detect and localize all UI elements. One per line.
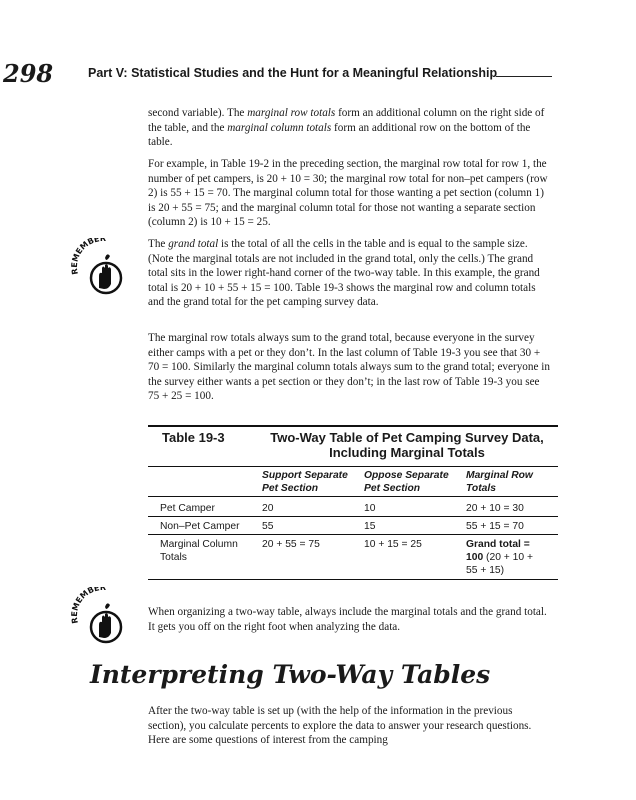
column-header: Oppose Separate Pet Section	[364, 470, 449, 494]
remember-icon	[70, 587, 136, 651]
table-top-rule	[148, 425, 558, 427]
paragraph-6: After the two-way table is set up (with the help of the information in the previous section), you calculate percents to explore the data to answer your research questions. Here are some questions of interest from the camping	[148, 705, 532, 746]
table-cell: 55	[262, 521, 274, 532]
table-cell: 20 + 10 = 30	[466, 503, 524, 514]
paragraph-1: second variable). The marginal row totals form an additional column on the right side of the table, and the marginal column totals form an additional row on the bottom of the table.	[148, 107, 545, 148]
running-head: Part V: Statistical Studies and the Hunt for a Meaningful Relationship	[88, 66, 498, 80]
svg-text:REMEMBER: REMEMBER	[70, 238, 107, 276]
table-cell: 20	[262, 503, 274, 514]
table-cell: 15	[364, 521, 376, 532]
table-rule	[148, 534, 558, 535]
table-bottom-rule	[148, 579, 558, 580]
page-number: 298	[3, 59, 54, 88]
row-label: Marginal Column Totals	[160, 539, 238, 563]
column-header: Support Separate Pet Section	[262, 470, 348, 494]
remember-icon	[70, 238, 136, 302]
table-rule	[148, 496, 558, 497]
svg-text:REMEMBER: REMEMBER	[70, 587, 107, 625]
table-header-rule	[148, 466, 558, 467]
table-number: Table 19-3	[162, 430, 225, 445]
table-cell: 55 + 15 = 70	[466, 521, 524, 532]
section-heading: Interpreting Two-Way Tables	[90, 660, 491, 689]
table-cell: 20 + 55 = 75	[262, 539, 320, 550]
header-rule	[496, 76, 552, 77]
paragraph-4: The marginal row totals always sum to the grand total, because everyone in the survey either camps with a pet or they don’t. In the last column of Table 19-3 you see that 30 + 70 = 100. Similarly the marginal column totals always sum to the grand total; everyone in the survey either wants a pet section or they don’t; in the last row of Table 19-3 you see 75 + 25 = 100.	[148, 332, 550, 402]
row-label: Non–Pet Camper	[160, 521, 240, 532]
row-label: Pet Camper	[160, 503, 215, 514]
table-cell: 10	[364, 503, 376, 514]
column-header: Marginal Row Totals	[466, 470, 533, 494]
table-rule	[148, 516, 558, 517]
paragraph-5: When organizing a two-way table, always include the marginal totals and the grand total. It gets you off on the right foot when analyzing the data.	[148, 606, 547, 633]
paragraph-2: For example, in Table 19-2 in the preceding section, the marginal row total for row 1, the number of pet campers, is 20 + 10 = 30; the marginal row total for non–pet campers (row 2) is 55 + 15 = 70. The marginal column total for those wanting a pet section (column 1) is 20 + 55 = 75; and the marginal column total for those not wanting a separate section (column 2) is 10 + 15 = 25.	[148, 158, 548, 228]
grand-total-cell: Grand total = 100 (20 + 10 + 55 + 15)	[466, 539, 533, 576]
table-cell: 10 + 15 = 25	[364, 539, 422, 550]
table-title: Two-Way Table of Pet Camping Survey Data, Including Marginal Totals	[270, 430, 544, 460]
paragraph-3: The grand total is the total of all the cells in the table and is equal to the sample size. (Note the marginal totals are not included in the grand total, only the cells.) The grand total sits in the lower right-hand corner of the two-way table. In this example, the grand total is 20 + 10 + 55 + 15 = 100. Table 19-3 shows the marginal row and column totals and the grand total for the pet camping survey data.	[148, 238, 540, 308]
